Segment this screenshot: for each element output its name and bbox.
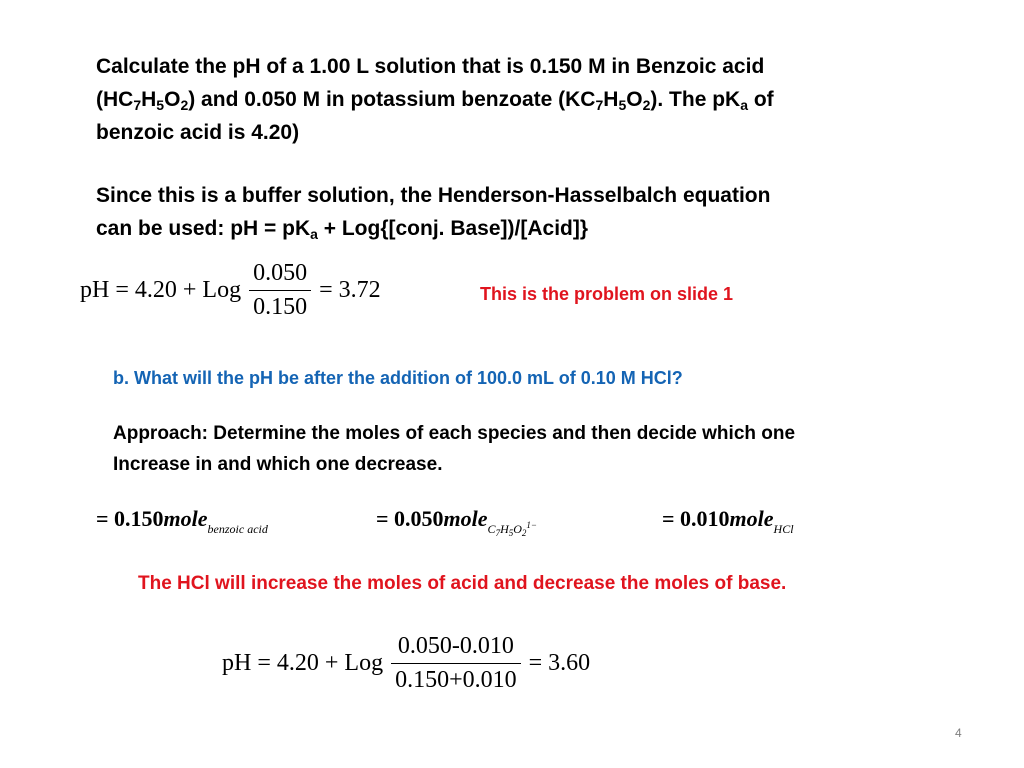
buffer-pka-sub: a (310, 226, 318, 242)
equation-1-lhs: pH = 4.20 + Log (80, 277, 242, 303)
sub-c: C (487, 522, 496, 536)
acid-o: O (164, 88, 181, 111)
moles-benzoic-acid (96, 506, 268, 537)
equation-2-fraction (391, 633, 521, 694)
equation-1-numerator: 0.050 (253, 260, 308, 286)
base-sub-2: 2 (642, 97, 651, 113)
equation-1 (80, 260, 381, 321)
moles-hcl-unit: mole (729, 506, 774, 531)
question-b: b. What will the pH be after the addition of 100.0 mL of 0.10 M HCl? (113, 368, 683, 388)
page-number: 4 (955, 726, 962, 740)
problem-line-2 (96, 83, 926, 116)
acid-sub-2: 2 (180, 97, 189, 113)
moles-hcl-value: = 0.010 (662, 506, 730, 531)
base-sub-7: 7 (595, 97, 604, 113)
equation-2-rhs: = 3.60 (528, 650, 591, 676)
base-h: H (603, 88, 619, 111)
equation-1-fraction (249, 260, 311, 321)
sub-7: 7 (495, 528, 501, 538)
acid-h: H (141, 88, 157, 111)
moles-hcl-subscript: HCl (773, 522, 794, 536)
approach-line-2: Increase in and which one decrease. (113, 454, 443, 475)
sub-5: 5 (508, 528, 514, 538)
problem-statement (96, 50, 926, 149)
problem-line-1: Calculate the pH of a 1.00 L solution that is 0.150 M in Benzoic acid (96, 55, 765, 78)
moles-benzoic-acid-value: = 0.150 (96, 506, 164, 531)
buffer-line-2-b: + Log{[conj. Base])/[Acid]} (317, 217, 589, 240)
approach (113, 418, 933, 480)
problem-tail-text-2: of (748, 88, 774, 111)
problem-tail-text: ). The pK (650, 88, 741, 111)
equation-2-lhs: pH = 4.20 + Log (222, 650, 384, 676)
buffer-explanation (96, 179, 926, 245)
acid-sub-5: 5 (156, 97, 165, 113)
moles-hcl (662, 506, 794, 537)
charge-sup: 1− (526, 520, 537, 530)
approach-line-1: Approach: Determine the moles of each species and then decide which one (113, 423, 796, 444)
buffer-line-2 (96, 212, 926, 245)
sub-h: H (500, 522, 509, 536)
buffer-line-1: Since this is a buffer solution, the Henderson-Hasselbalch equation (96, 184, 771, 207)
equation-2-denominator: 0.150+0.010 (391, 663, 521, 694)
sub-2: 2 (521, 528, 527, 538)
equation-2-numerator: 0.050-0.010 (397, 633, 514, 659)
equation-1-rhs: = 3.72 (319, 277, 381, 303)
acid-sub-7: 7 (133, 97, 142, 113)
note-slide-1: This is the problem on slide 1 (480, 284, 734, 304)
acid-open: (HC (96, 88, 134, 111)
equation-1-denominator: 0.150 (249, 290, 311, 321)
sub-o: O (513, 522, 522, 536)
moles-benzoate (376, 506, 537, 538)
base-sub-5: 5 (618, 97, 627, 113)
moles-benzoate-subscript (488, 522, 537, 536)
equation-2 (222, 633, 590, 694)
moles-benzoate-value: = 0.050 (376, 506, 444, 531)
moles-benzoate-unit: mole (443, 506, 488, 531)
base-o: O (626, 88, 643, 111)
problem-mid-text: ) and 0.050 M in potassium benzoate (KC (188, 88, 596, 111)
note-hcl-effect: The HCl will increase the moles of acid and decrease the moles of base. (138, 573, 787, 594)
buffer-line-2-a: can be used: pH = pK (96, 217, 311, 240)
pka-sub: a (740, 97, 748, 113)
problem-line-3: benzoic acid is 4.20) (96, 121, 300, 144)
moles-benzoic-acid-unit: mole (163, 506, 208, 531)
moles-benzoic-acid-subscript: benzoic acid (207, 522, 268, 536)
